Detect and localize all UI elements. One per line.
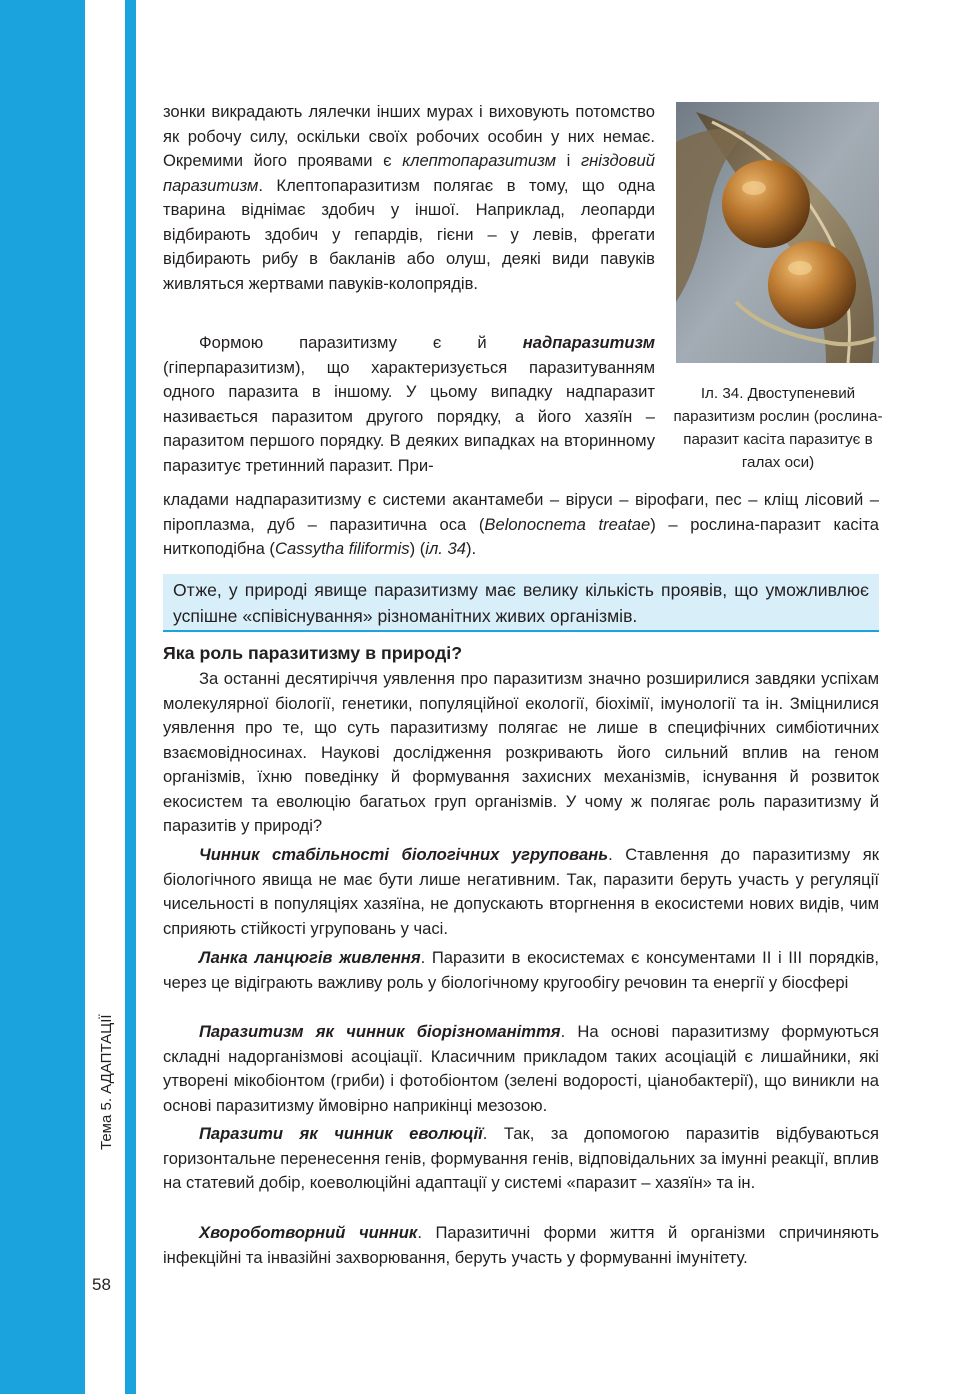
role-term: Ланка ланцюгів живлення <box>199 948 421 967</box>
conclusion-box: Отже, у природі явище паразитизму має велику кількість проявів, що уможливлює успішне «співіснування» різноманітних живих організмів. <box>163 574 879 632</box>
paragraph-kleptoparasitism <box>163 100 655 296</box>
section-intro-paragraph: За останні десятиріччя уявлення про паразитизм значно розширилися завдяки успіхам молекулярної біології, генетики, популяційної екології, біохімії, імунології та ін. Зміцнилися уявлення про те, що суть паразитизму полягає не лише в специфічних симбіотичних взаємовідносинах. Наукові дослідження розкривають його сильний вплив на геном організмів, їхню поведінку й формування захисних механізмів, існування й розвиток екосистем та еволюцію багатьох груп організмів. У чому ж полягає роль паразитизму й паразитів у природі? <box>163 669 879 835</box>
role-paragraph-biodiversity <box>163 1020 879 1118</box>
term-hyperparasitism: надпаразитизм <box>522 333 655 352</box>
role-paragraph-evolution <box>163 1122 879 1196</box>
role-text: . Ставлення до паразитизму як біологічного явища не має бути лише негативним. Так, паразити беруть участь у регуляції чисельності в популяціях хазяїна, не допускають вторгнення в екосистеми нових видів, чим сприяють стійкості угруповань у часі. <box>163 845 879 938</box>
paragraph-text: . Клептопаразитизм полягає в тому, що одна тварина віднімає здобич у іншої. Наприклад, леопарди відбирають здобич у гепардів, гієни – у левів, фрегати відбирають рибу в бакланів або олуш, деякі види павуків живляться жертвами павуків-колопрядів. <box>163 175 655 293</box>
term-kleptoparasitism: клептопаразитизм <box>402 151 557 170</box>
paragraph-text: і <box>556 151 581 170</box>
term-nest-parasitism: гніздовий паразитизм <box>163 151 655 195</box>
side-band-outer <box>0 0 85 1394</box>
side-band-edge <box>125 0 136 1394</box>
role-paragraph-stability <box>163 843 879 941</box>
figure-photo <box>676 102 879 363</box>
role-text: . Так, за допомогою паразитів відбуваються горизонтальне перенесення генів, формування генів, відповідальних за імунні реакції, вплив на статевий добір, коеволюційні адаптації у системі «паразит – хазяїн» та ін. <box>163 1124 879 1192</box>
side-band-inner <box>85 0 125 1394</box>
page-number: 58 <box>92 1275 111 1294</box>
role-paragraph-pathogenic <box>163 1221 879 1270</box>
paragraph-text: зонки викрадають лялечки інших мурах і виховують потомство як робочу силу, оскільки своїх робочих особин у них немає. Окремими його проявами є <box>163 102 655 170</box>
figure-reference: іл. 34 <box>425 539 466 558</box>
section-heading: Яка роль паразитизму в природі? <box>163 643 463 663</box>
paragraph-text: кладами надпаразитизму є системи акантамеби – віруси – вірофаги, пес – кліщ лісовий – піроплазма, дуб – паразитична оса ( <box>163 490 879 534</box>
paragraph-hyperparasitism <box>163 331 655 478</box>
parasitic-plant-galls-image <box>676 102 879 363</box>
role-term: Паразити як чинник еволюції <box>199 1124 483 1143</box>
paragraph-text: ). <box>466 539 477 558</box>
role-term: Хвороботворний чинник <box>199 1223 418 1242</box>
species-name: Cassytha filiformis <box>274 539 410 558</box>
role-paragraph-food-chains <box>163 946 879 995</box>
paragraph-text: (гіперпаразитизм), що характеризується паразитуванням одного паразита в іншому. У цьому випадку надпаразит називається паразитом другого порядку, а його хазяїн – паразитом першого порядку. В деяких випадках на вторинному паразитує третинний паразит. При- <box>163 357 655 475</box>
paragraph-text: Формою паразитизму є й <box>199 333 523 352</box>
figure-caption: Іл. 34. Двоступеневий паразитизм рослин (рослина-паразит касіта паразитує в галах оси) <box>673 385 883 471</box>
role-text: . На основі паразитизму формуються складні надорганізмові асоціації. Класичним прикладом таких асоціацій є лишайники, які утворені мікобіонтом (гриби) і фотобіонтом (зелені водорості, ціанобактерії), що виникли на основі паразитизму ймовірно наприкінці мезозою. <box>163 1022 879 1115</box>
role-text: . Паразитичні форми життя й організми спричиняють інфекційні та інвазійні захворювання, беруть участь у формуванні імунітету. <box>163 1223 879 1267</box>
topic-label: Тема 5. АДАПТАЦІЇ <box>98 1014 115 1150</box>
role-term: Паразитизм як чинник біорізноманіття <box>199 1022 561 1041</box>
paragraph-text: ) ( <box>409 539 426 558</box>
species-name: Belonocnema treatae <box>484 514 651 534</box>
role-term: Чинник стабільності біологічних угруповань <box>199 845 609 864</box>
paragraph-text: ) – рослина-паразит касіта ниткоподібна ( <box>163 514 879 558</box>
role-text: . Паразити в екосистемах є консументами ІІ і ІІІ порядків, через це відіграють важливу роль у біологічному кругообігу речовин та енергії у біосфері <box>163 948 880 992</box>
paragraph-hyperparasitism-examples <box>163 488 879 562</box>
